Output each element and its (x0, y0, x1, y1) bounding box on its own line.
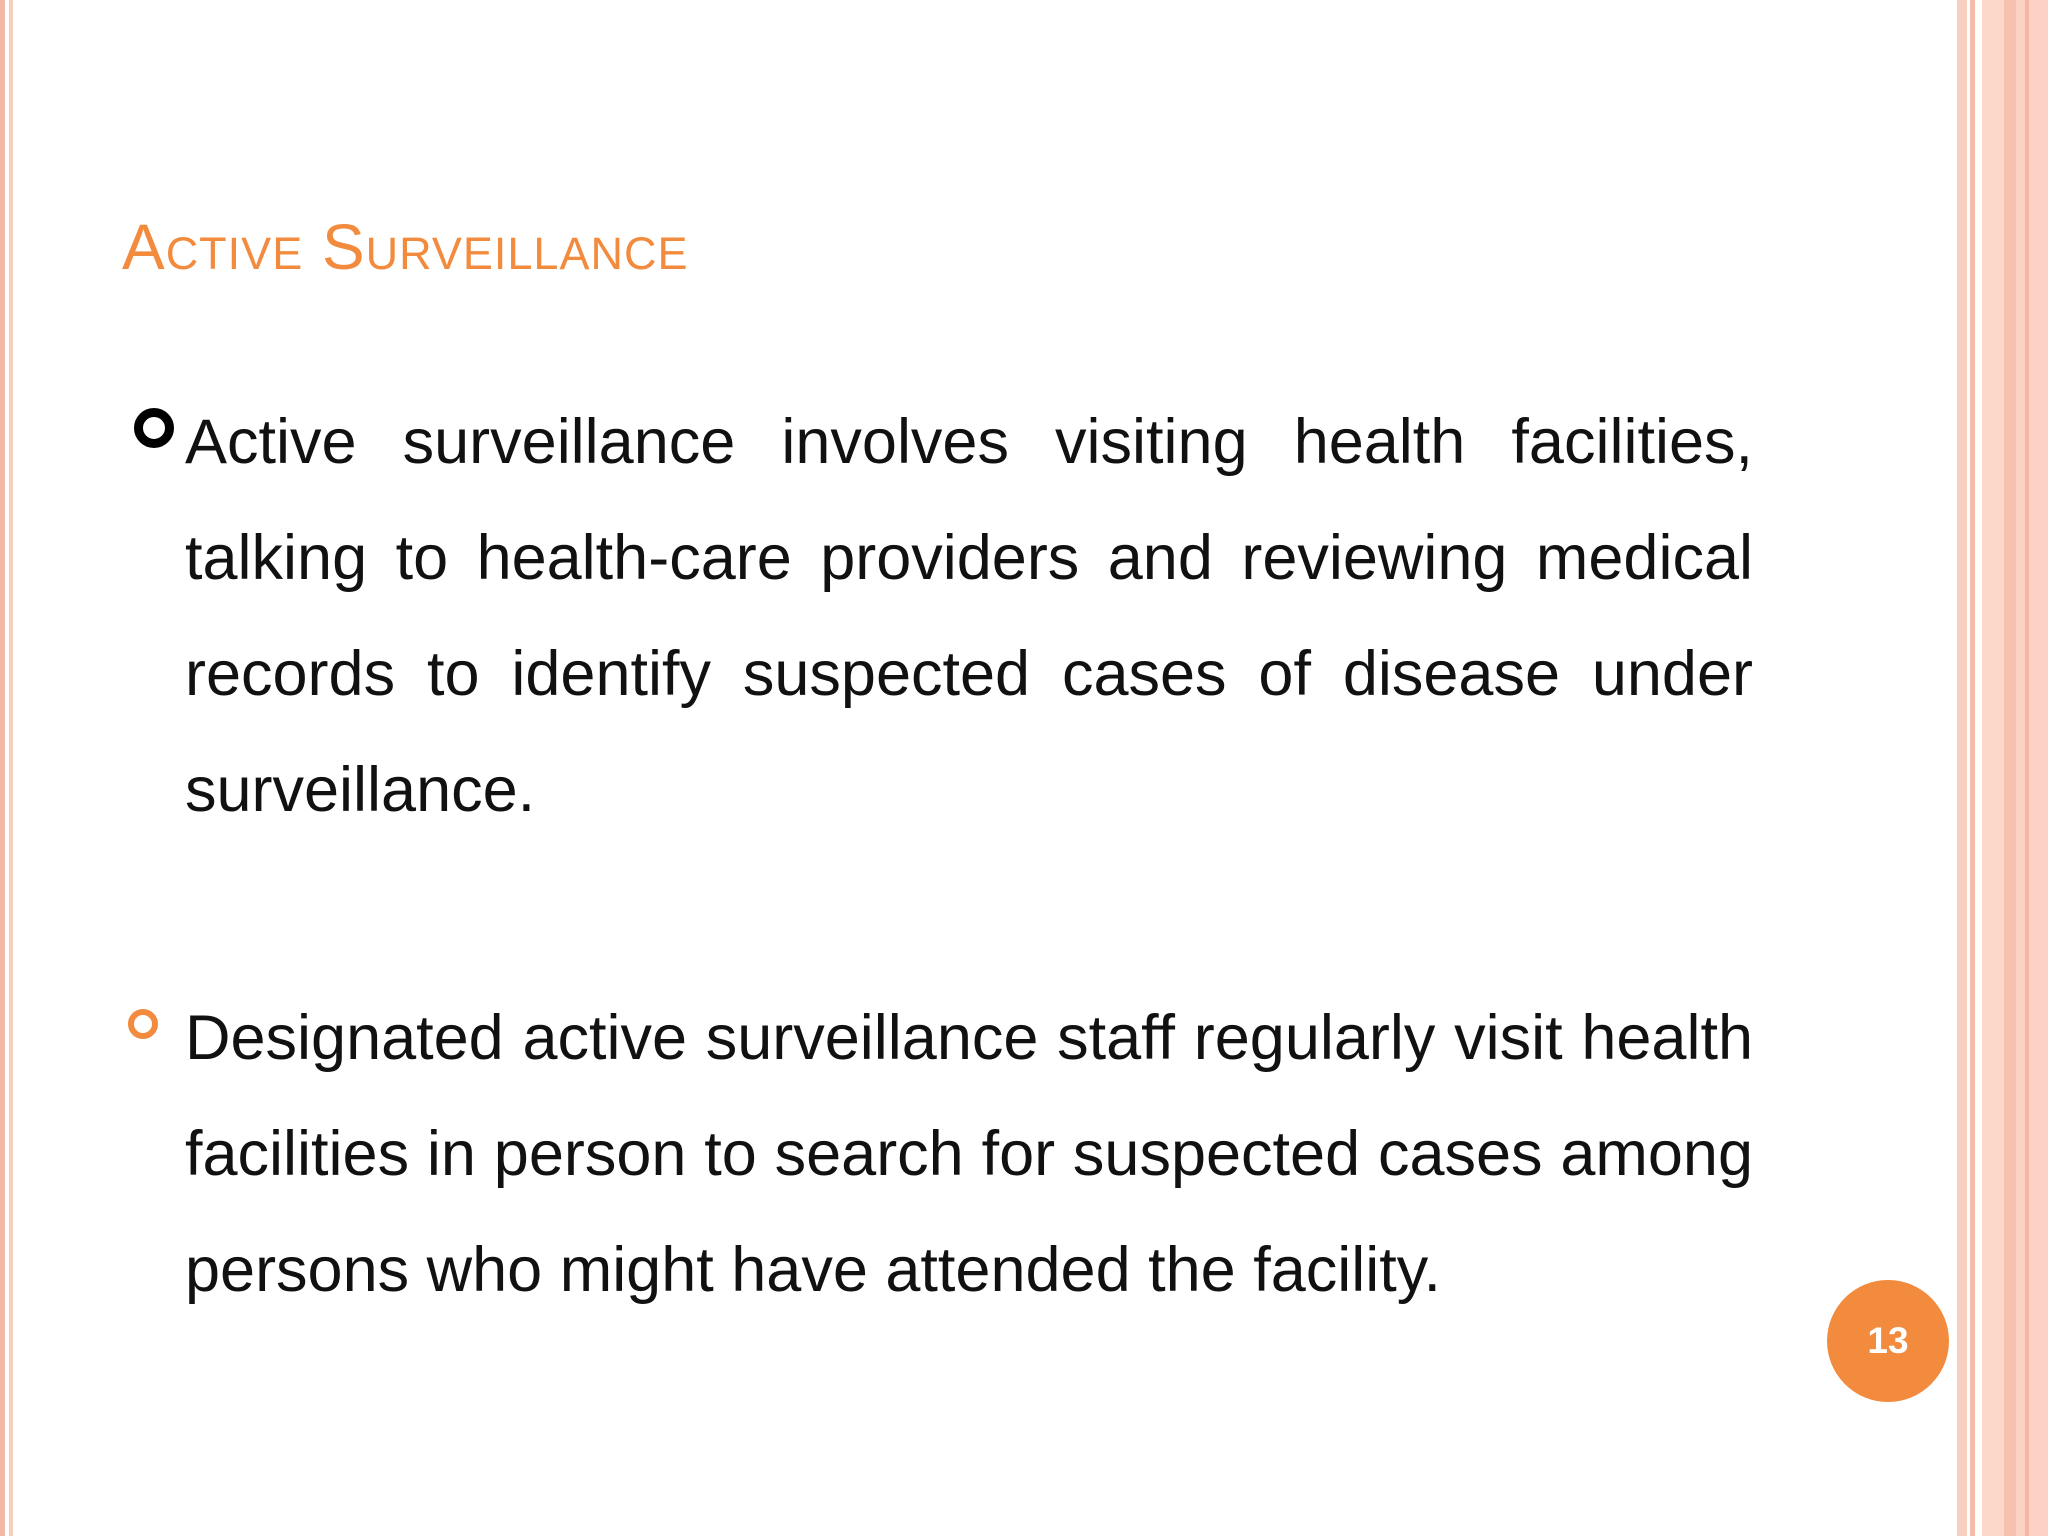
right-border-stripe (2025, 0, 2029, 1536)
right-border-stripe (2016, 0, 2048, 1536)
page-number-badge: 13 (1827, 1280, 1949, 1402)
right-border-stripe (1970, 0, 1975, 1536)
right-border-stripe (2004, 0, 2016, 1536)
ring-bullet-icon (134, 408, 174, 448)
right-border-stripe (1957, 0, 1967, 1536)
bullet-item (185, 384, 1753, 848)
bullet-text: Designated active surveillance staff regularly visit health facilities in person to search for suspected cases among persons who might have attended the facility. (185, 1003, 1753, 1305)
bullet-item (185, 980, 1753, 1328)
left-border-stripe (0, 0, 5, 1536)
left-border-stripe (9, 0, 13, 1536)
right-border-stripe (1982, 0, 2004, 1536)
bullet-text: Active surveillance involves visiting health facilities, talking to health-care providers and reviewing medical records to identify suspected cases of disease under surveillance. (185, 407, 1753, 825)
ring-bullet-icon (128, 1009, 158, 1039)
slide-title: Active Surveillance (122, 211, 689, 283)
